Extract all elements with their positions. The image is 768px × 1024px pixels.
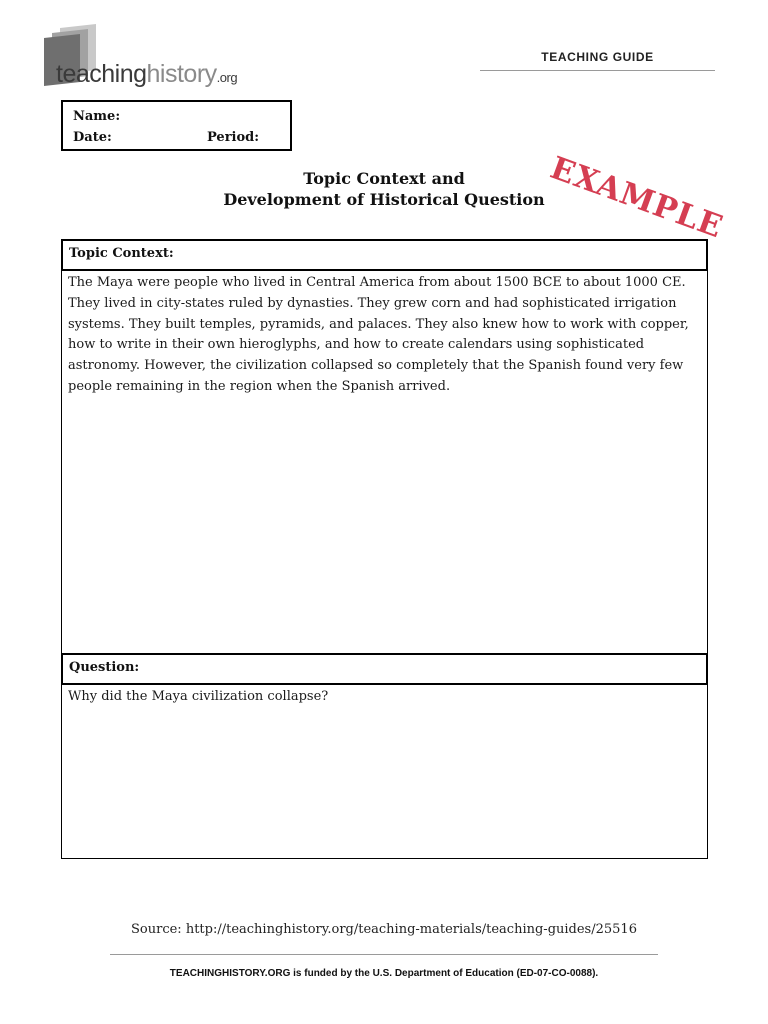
question-body: Why did the Maya civilization collapse? [61, 685, 708, 859]
teaching-guide-label: TEACHING GUIDE [541, 50, 654, 64]
page-title [184, 168, 584, 210]
title-line-1: Topic Context and [303, 169, 465, 188]
logo-wordmark: teachinghistory.org [56, 60, 238, 88]
footer-divider [110, 954, 658, 955]
date-label: Date: [73, 130, 112, 145]
period-label: Period: [207, 130, 260, 145]
example-stamp: EXAMPLE [545, 150, 728, 246]
teachinghistory-logo [44, 24, 274, 88]
funding-notice: TEACHINGHISTORY.ORG is funded by the U.S. Department of Education (ED-07-CO-0088). [169, 968, 599, 979]
source-citation: Source: http://teachinghistory.org/teaching-materials/teaching-guides/25516 [131, 922, 637, 937]
topic-context-body: The Maya were people who lived in Central America from about 1500 BCE to about 1000 CE. They lived in city-states ruled by dynasties. They grew corn and had sophisticated irrigation systems. They built temples, pyramids, and palaces. They also knew how to work with copper, how to write in their own hieroglyphs, and how to create calendars using sophisticated astronomy. However, the civilization collapsed so completely that the Spanish found very few people remaining in the region when the Spanish arrived. [61, 271, 708, 654]
header-divider [480, 70, 715, 71]
title-line-2: Development of Historical Question [223, 190, 545, 209]
name-label: Name: [73, 109, 121, 124]
topic-context-heading: Topic Context: [61, 239, 708, 271]
student-info-box [61, 100, 292, 151]
question-heading: Question: [61, 653, 708, 685]
